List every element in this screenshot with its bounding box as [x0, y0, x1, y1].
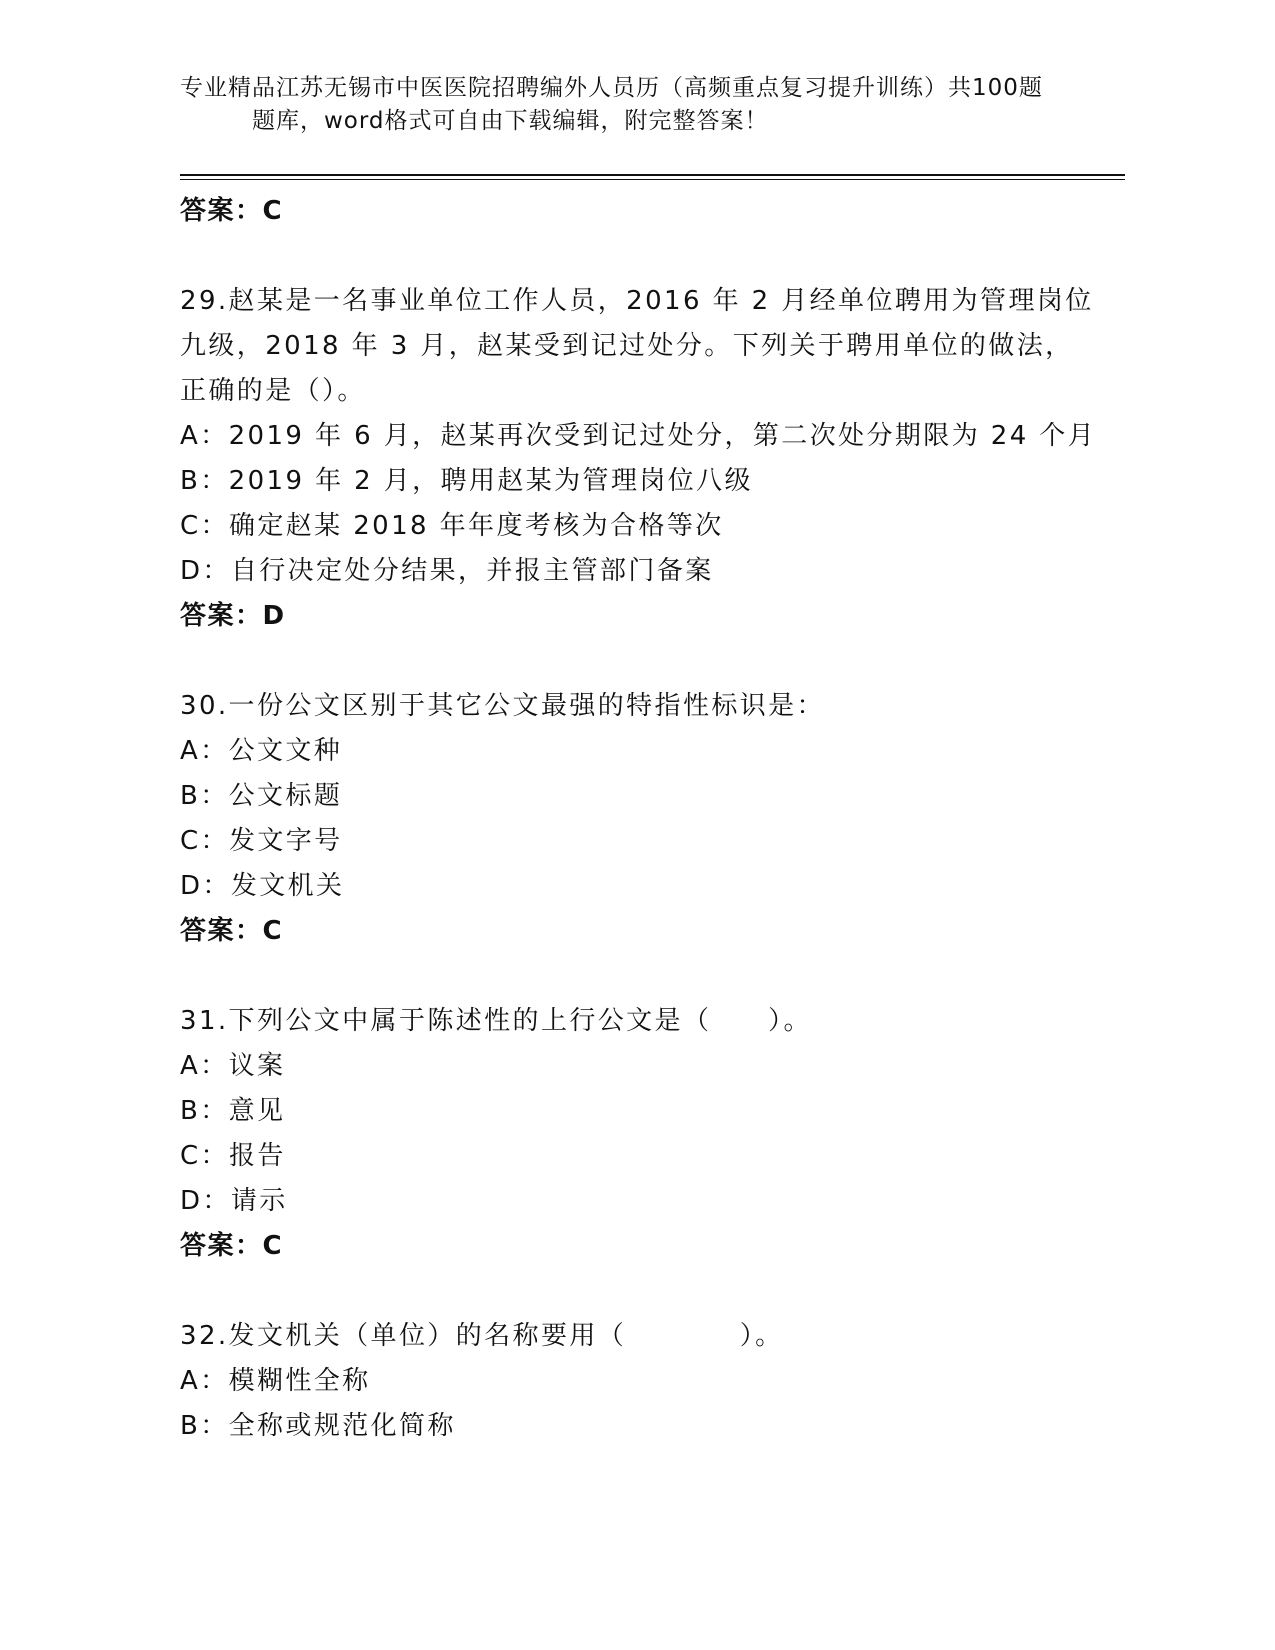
question-stem-line: 30.一份公文区别于其它公文最强的特指性标识是：	[180, 691, 825, 721]
question-stem-line: 九级，2018 年 3 月，赵某受到记过处分。下列关于聘用单位的做法，	[180, 331, 1074, 361]
option-b: B：意见	[180, 1096, 286, 1126]
header-title-line1: 专业精品江苏无锡市中医医院招聘编外人员历（高频重点复习提升训练）共100题	[180, 75, 1043, 101]
question-31	[180, 999, 1125, 1269]
option-a: A：公文文种	[180, 736, 343, 766]
question-stem-line: 32.发文机关（单位）的名称要用（ ）。	[180, 1321, 784, 1351]
previous-answer: 答案：C	[180, 196, 284, 226]
spacer	[180, 954, 1125, 999]
document-header	[180, 72, 1060, 138]
spacer	[180, 639, 1125, 684]
spacer	[180, 234, 1125, 279]
header-divider-thin	[180, 179, 1125, 180]
option-a: A：模糊性全称	[180, 1366, 371, 1396]
document-body	[180, 189, 1125, 1449]
header-title-line2: 题库，word格式可自由下载编辑，附完整答案！	[252, 108, 769, 134]
option-b: B：公文标题	[180, 781, 343, 811]
option-d: D：发文机关	[180, 871, 345, 901]
option-a: A：议案	[180, 1051, 286, 1081]
answer: 答案：D	[180, 601, 286, 631]
answer: 答案：C	[180, 916, 284, 946]
option-c: C：确定赵某 2018 年年度考核为合格等次	[180, 511, 724, 541]
option-c: C：发文字号	[180, 826, 343, 856]
spacer	[180, 1269, 1125, 1314]
option-b: B：全称或规范化简称	[180, 1411, 456, 1441]
option-d: D：请示	[180, 1186, 288, 1216]
option-b: B：2019 年 2 月，聘用赵某为管理岗位八级	[180, 466, 753, 496]
option-c: C：报告	[180, 1141, 286, 1171]
option-a: A：2019 年 6 月，赵某再次受到记过处分，第二次处分期限为 24 个月	[180, 421, 1097, 451]
header-divider-thick	[180, 174, 1125, 176]
answer: 答案：C	[180, 1231, 284, 1261]
question-stem-line: 31.下列公文中属于陈述性的上行公文是（ ）。	[180, 1006, 812, 1036]
question-stem-line: 正确的是（）。	[180, 376, 366, 406]
question-stem-line: 29.赵某是一名事业单位工作人员，2016 年 2 月经单位聘用为管理岗位	[180, 286, 1094, 316]
question-32	[180, 1314, 1125, 1449]
question-30	[180, 684, 1125, 954]
option-d: D：自行决定处分结果，并报主管部门备案	[180, 556, 714, 586]
question-29	[180, 279, 1125, 639]
